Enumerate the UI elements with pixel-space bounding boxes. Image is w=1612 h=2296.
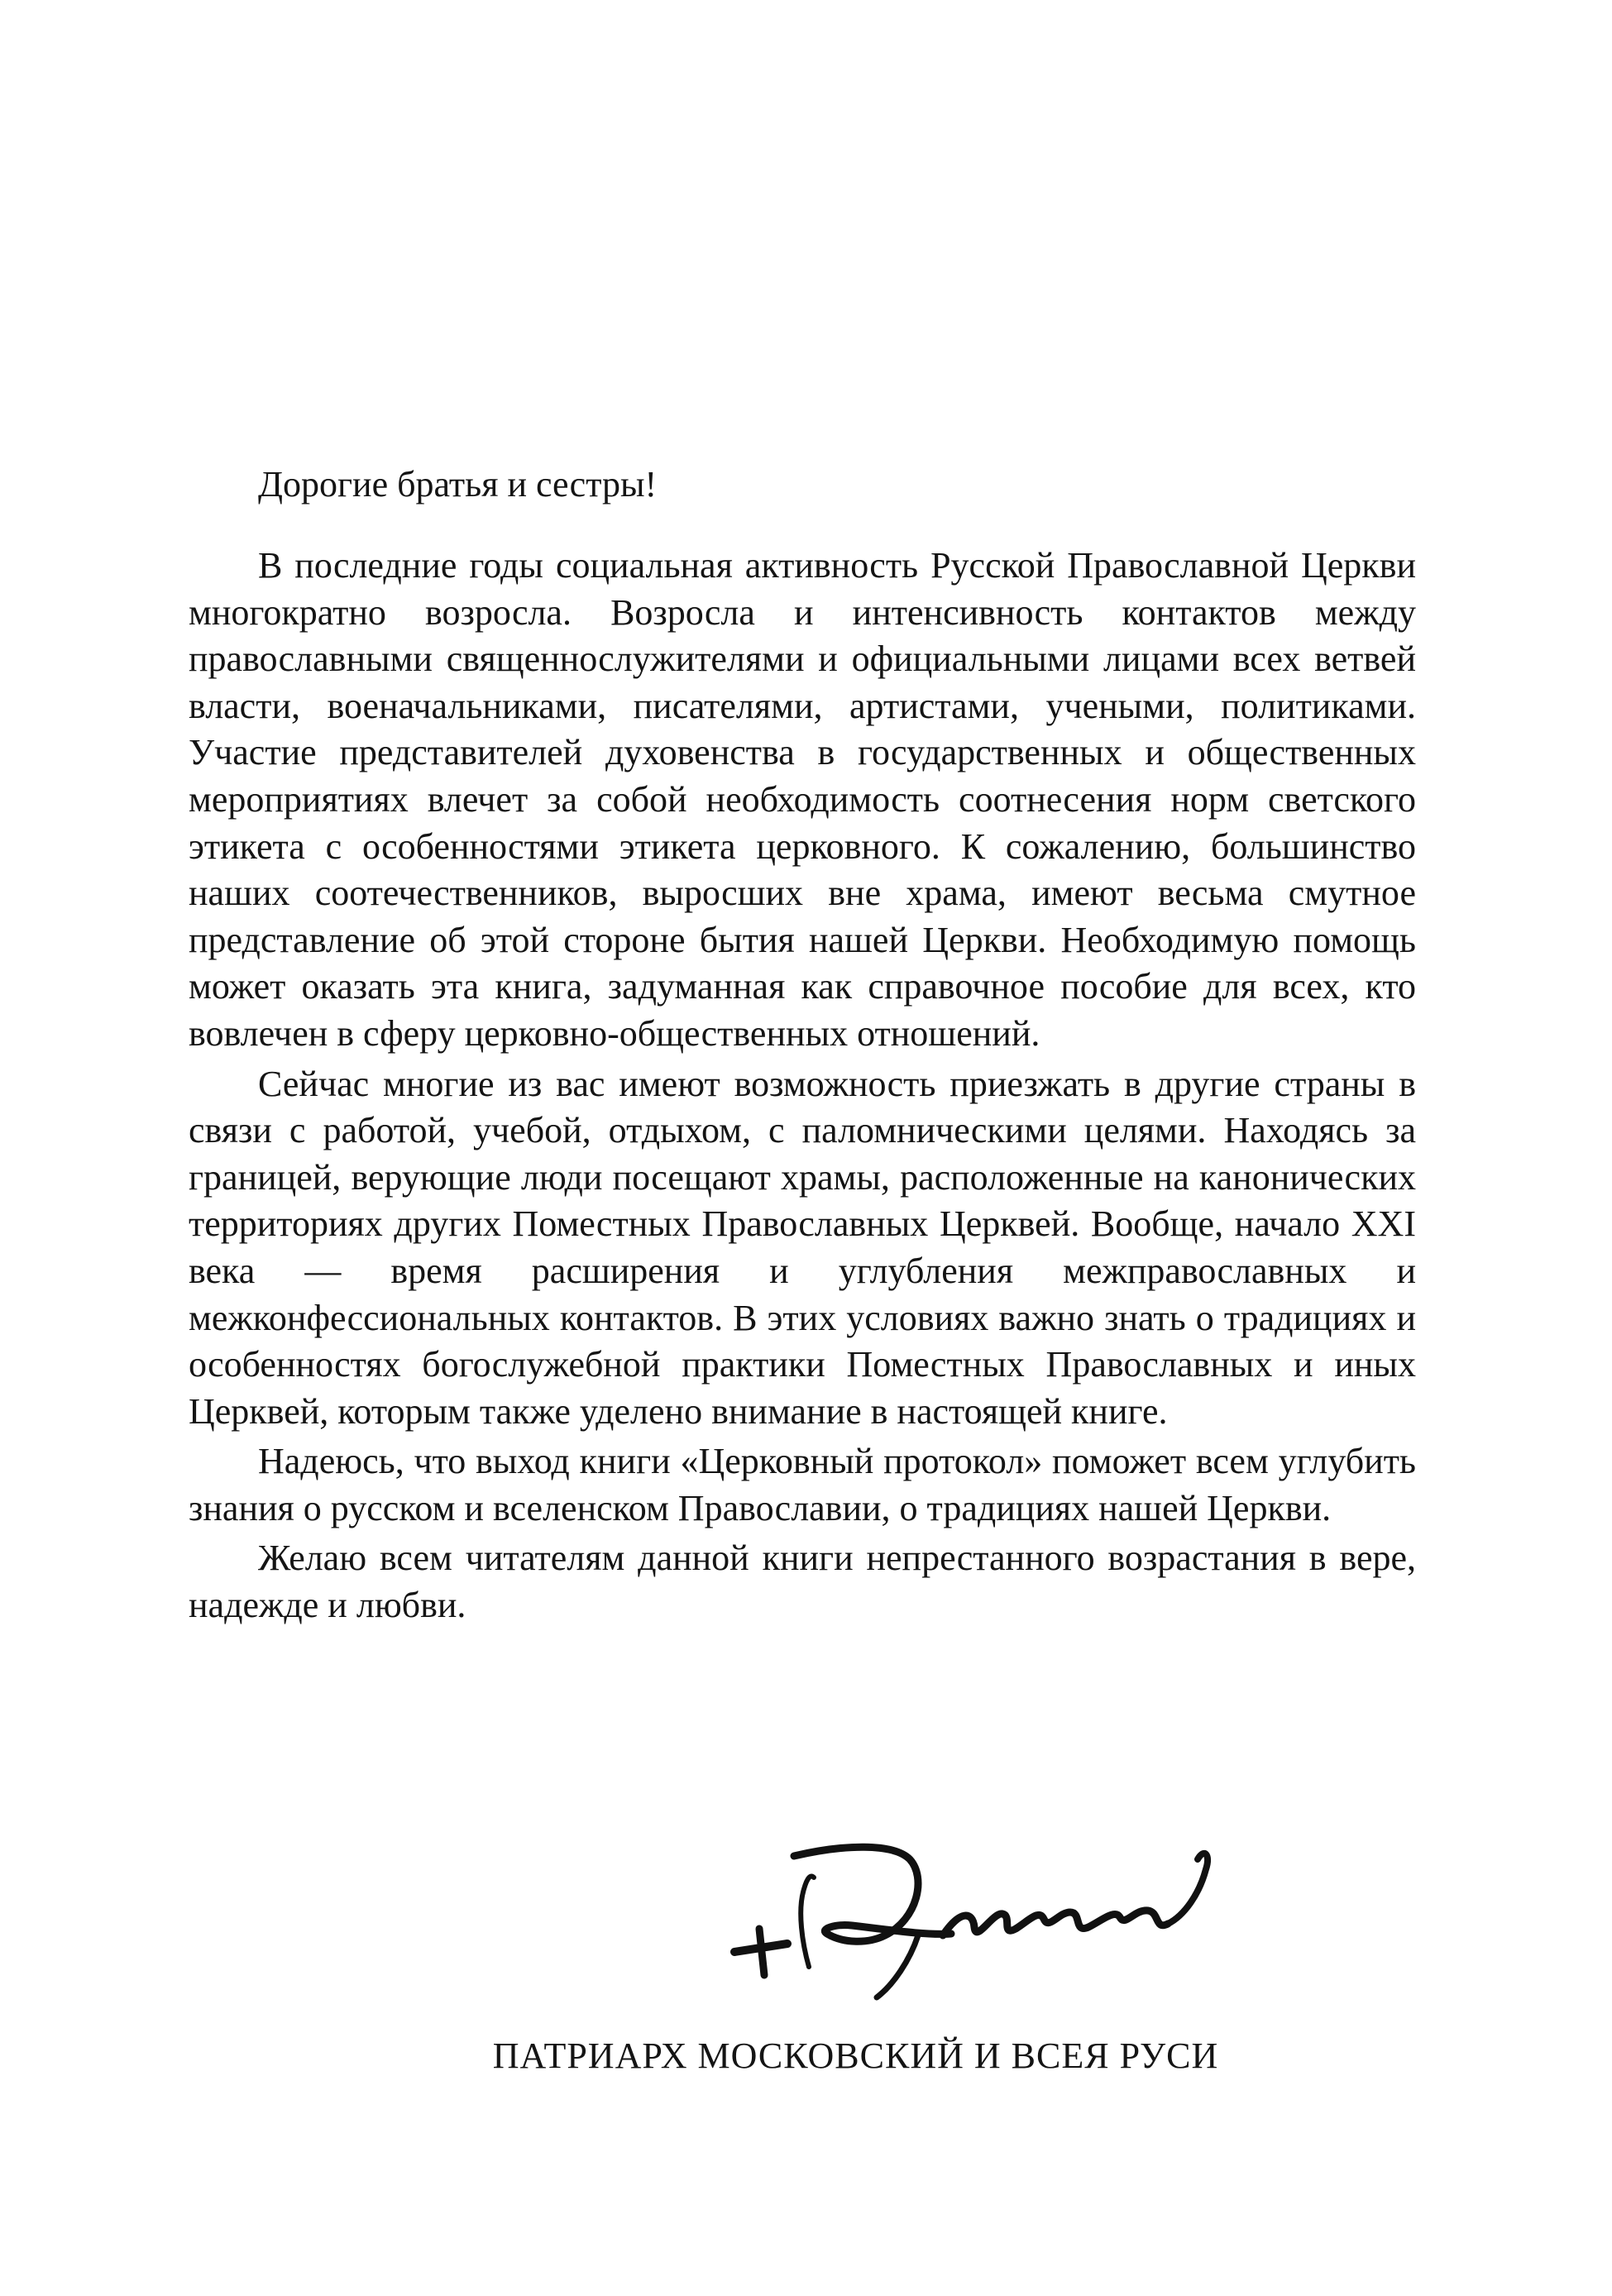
letter-body [189, 543, 1416, 1633]
letter-paragraph-3: Надеюсь, что выход книги «Церковный протокол» поможет всем углубить знания о русском и вселенском Православии, о традициях нашей Церкви. [189, 1441, 1416, 1528]
signer-title: ПАТРИАРХ МОСКОВСКИЙ И ВСЕЯ РУСИ [492, 2035, 1219, 2076]
letter-greeting: Дорогие братья и сестры! [258, 464, 658, 505]
handwritten-signature-icon [711, 1820, 1241, 2010]
letter-paragraph-1: В последние годы социальная активность Русской Православной Церкви многократно возросла. Возросла и интенсивность контактов между православными священнослужителями и официальными лицами всех ветвей власти, военачальниками, писателями, артистами, учеными, политиками. Участие представителей духовенства в государственных и общественных мероприятиях влечет за собой необходимость соотнесения норм светского этикета с особенностями этикета церковного. К сожалению, большинство наших соотечественников, выросших вне храма, имеют весьма смутное представление об этой стороне бытия нашей Церкви. Необходимую помощь может оказать эта книга, задуманная как справочное пособие для всех, кто вовлечен в сферу церковно-общественных отношений. [189, 545, 1416, 1054]
letter-paragraph-2: Сейчас многие из вас имеют возможность приезжать в другие страны в связи с работой, учебой, отдыхом, с паломническими целями. Находясь за границей, верующие люди посещают храмы, расположенные на канонических территориях других Поместных Православных Церквей. Вообще, начало XXI века — время расширения и углубления межправославных и межконфессиональных контактов. В этих условиях важно знать о традициях и особенностях богослужебной практики Поместных Православных и иных Церквей, которым также уделено внимание в настоящей книге. [189, 1063, 1416, 1432]
letter-paragraph-4: Желаю всем читателям данной книги непрестанного возрастания в вере, надежде и любви. [189, 1538, 1416, 1626]
